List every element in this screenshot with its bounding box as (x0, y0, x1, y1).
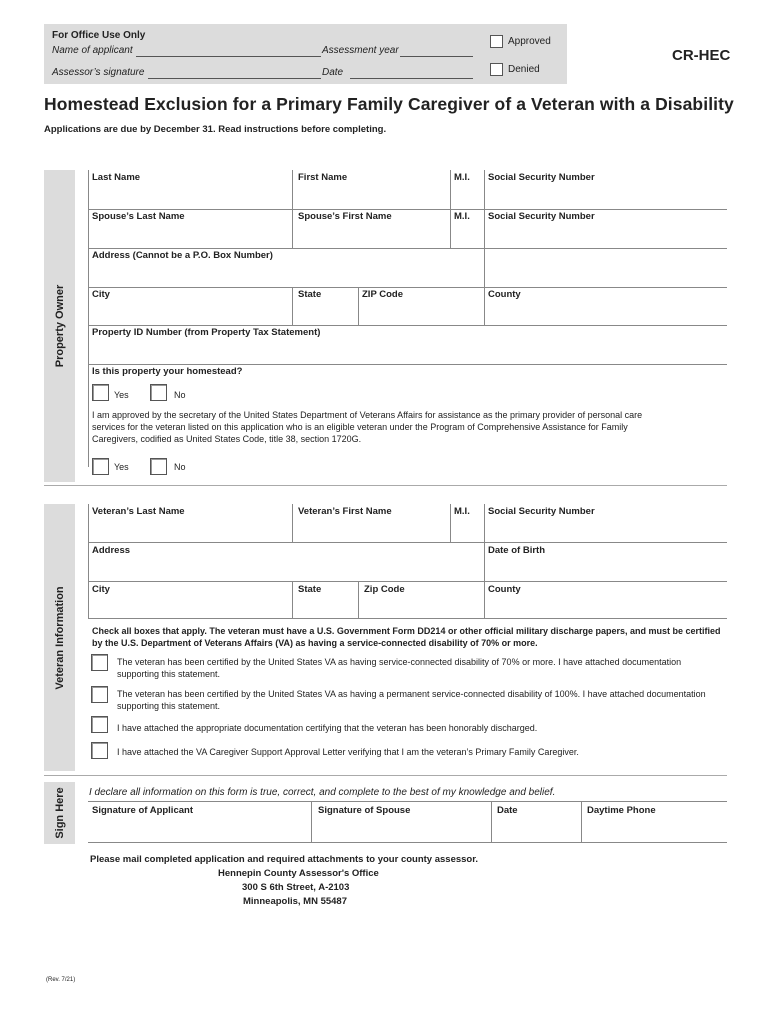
veteran-info-tab (44, 504, 75, 771)
declaration: I declare all information on this form is true, correct, and complete to the best of my knowledge and belief. (89, 787, 556, 798)
owner-mi-field[interactable]: M.I. (454, 172, 470, 183)
signature-col-line (311, 801, 312, 842)
veteran-zip-field[interactable]: Zip Code (364, 584, 405, 595)
veteran-last-name-field[interactable]: Veteran’s Last Name (92, 506, 185, 517)
veteran-address-field[interactable]: Address (92, 545, 131, 556)
office-date-line[interactable] (350, 78, 473, 79)
veteran-county-field[interactable]: County (488, 584, 521, 595)
approved-label: Approved (508, 36, 551, 47)
veteran-left-border (88, 504, 89, 618)
approval-yes-label: Yes (114, 462, 129, 472)
denied-label: Denied (508, 64, 540, 75)
homestead-no-label: No (174, 390, 186, 400)
office-name-line[interactable] (136, 56, 321, 57)
certified-100-label: The veteran has been certified by the United States VA as having a permanent service-connected disability of 100%. I have attached documentation supporting this statement. (117, 689, 706, 711)
owner-row-line (88, 209, 727, 210)
owner-last-name-field[interactable]: Last Name (92, 172, 141, 183)
sign-here-tab (44, 782, 75, 844)
date-field[interactable]: Date (497, 805, 518, 816)
veteran-col-line (358, 581, 359, 618)
honorable-discharge-label: I have attached the appropriate documentation certifying that the veteran has been honorably discharged. (117, 723, 538, 733)
signature-top-line (88, 801, 727, 802)
owner-ssn-field[interactable]: Social Security Number (488, 172, 595, 183)
spouse-last-name-field[interactable]: Spouse’s Last Name (92, 211, 185, 222)
veteran-first-name-field[interactable]: Veteran’s First Name (298, 506, 392, 517)
property-owner-tab (44, 170, 75, 482)
section-separator (44, 775, 727, 776)
veteran-col-line (484, 504, 485, 618)
assessor-office-name: Hennepin County Assessor's Office (218, 868, 379, 879)
honorable-discharge-checkbox[interactable] (91, 716, 108, 733)
owner-col-line (484, 170, 485, 325)
spouse-mi-field[interactable]: M.I. (454, 211, 470, 222)
signature-col-line (581, 801, 582, 842)
sign-here-tab-label: Sign Here (53, 787, 66, 839)
signature-col-line (491, 801, 492, 842)
owner-row-line (88, 325, 727, 326)
veteran-city-field[interactable]: City (92, 584, 110, 595)
veteran-ssn-field[interactable]: Social Security Number (488, 506, 595, 517)
owner-col-line (292, 170, 293, 248)
owner-zip-field[interactable]: ZIP Code (362, 289, 403, 300)
page-title: Homestead Exclusion for a Primary Family Caregiver of a Veteran with a Disability (44, 94, 734, 114)
owner-left-border (88, 170, 89, 467)
certified-70-checkbox[interactable] (91, 654, 108, 671)
owner-row-line (88, 287, 727, 288)
owner-row-line (88, 248, 727, 249)
caregiver-letter-checkbox[interactable] (91, 742, 108, 759)
office-heading: For Office Use Only (52, 30, 146, 41)
veteran-row-line (88, 581, 727, 582)
homestead-no-checkbox[interactable] (150, 384, 167, 401)
veteran-col-line (292, 504, 293, 542)
denied-checkbox[interactable] (490, 63, 503, 76)
veteran-dob-field[interactable]: Date of Birth (488, 545, 545, 556)
daytime-phone-field[interactable]: Daytime Phone (587, 805, 656, 816)
property-owner-tab-label: Property Owner (53, 284, 66, 368)
veteran-col-line (292, 581, 293, 618)
veteran-row-line (88, 542, 727, 543)
office-use-box (44, 24, 567, 84)
veteran-info-tab-label: Veteran Information (53, 585, 66, 690)
approval-no-checkbox[interactable] (150, 458, 167, 475)
homestead-yes-label: Yes (114, 390, 129, 400)
property-id-field[interactable]: Property ID Number (from Property Tax Statement) (92, 327, 321, 338)
approval-no-label: No (174, 462, 186, 472)
homestead-question: Is this property your homestead? (92, 366, 243, 377)
certified-70-label: The veteran has been certified by the United States VA as having service-connected disability of 70% or more. I have attached documentation supporting this statement. (117, 657, 682, 679)
section-separator (44, 485, 727, 486)
certified-100-checkbox[interactable] (91, 686, 108, 703)
office-year-label: Assessment year (322, 45, 399, 56)
spouse-signature-field[interactable]: Signature of Spouse (318, 805, 411, 816)
caregiver-approval-statement: I am approved by the secretary of the United States Department of Veterans Affairs for assistance as the primary provider of personal care services for the veteran listed on this application who is an eligible veteran under the Program of Comprehensive Assistance for Family Caregivers, codified as United States Code, title 38, section 1720G. (92, 410, 643, 444)
veteran-state-field[interactable]: State (298, 584, 322, 595)
office-name-label: Name of applicant (52, 45, 133, 56)
approval-yes-checkbox[interactable] (92, 458, 109, 475)
veteran-mi-field[interactable]: M.I. (454, 506, 470, 517)
caregiver-letter-label: I have attached the VA Caregiver Support Approval Letter verifying that I am the veteran’s Primary Family Caregiver. (117, 747, 579, 757)
form-code: CR-HEC (672, 47, 731, 64)
signature-bottom-line (88, 842, 727, 843)
spouse-first-name-field[interactable]: Spouse’s First Name (298, 211, 392, 222)
owner-col-line (358, 287, 359, 325)
office-year-line[interactable] (400, 56, 473, 57)
owner-address-field[interactable]: Address (Cannot be a P.O. Box Number) (92, 250, 273, 261)
owner-county-field[interactable]: County (488, 289, 521, 300)
spouse-ssn-field[interactable]: Social Security Number (488, 211, 595, 222)
assessor-city: Minneapolis, MN 55487 (243, 896, 348, 907)
veteran-row-line (88, 618, 727, 619)
owner-first-name-field[interactable]: First Name (298, 172, 348, 183)
veteran-instructions: Check all boxes that apply. The veteran must have a U.S. Government Form DD214 or other official military discharge papers, and must be certified by the U.S. Department of Veterans Affairs (VA) as having a service-connected disability of 70% or more. (92, 626, 721, 648)
veteran-col-line (450, 504, 451, 542)
owner-col-line (450, 170, 451, 248)
revision-note: (Rev. 7/21) (46, 977, 76, 983)
applicant-signature-field[interactable]: Signature of Applicant (92, 805, 193, 816)
owner-row-line (88, 364, 727, 365)
homestead-yes-checkbox[interactable] (92, 384, 109, 401)
owner-city-field[interactable]: City (92, 289, 110, 300)
page-subtitle: Applications are due by December 31. Read instructions before completing. (44, 124, 387, 135)
office-sig-label: Assessor’s signature (52, 67, 145, 78)
approved-checkbox[interactable] (490, 35, 503, 48)
owner-col-line (292, 287, 293, 325)
office-date-label: Date (322, 67, 344, 78)
mail-instruction: Please mail completed application and required attachments to your county assessor. (90, 854, 479, 865)
owner-state-field[interactable]: State (298, 289, 322, 300)
office-sig-line[interactable] (148, 78, 321, 79)
assessor-street: 300 S 6th Street, A-2103 (242, 882, 350, 893)
